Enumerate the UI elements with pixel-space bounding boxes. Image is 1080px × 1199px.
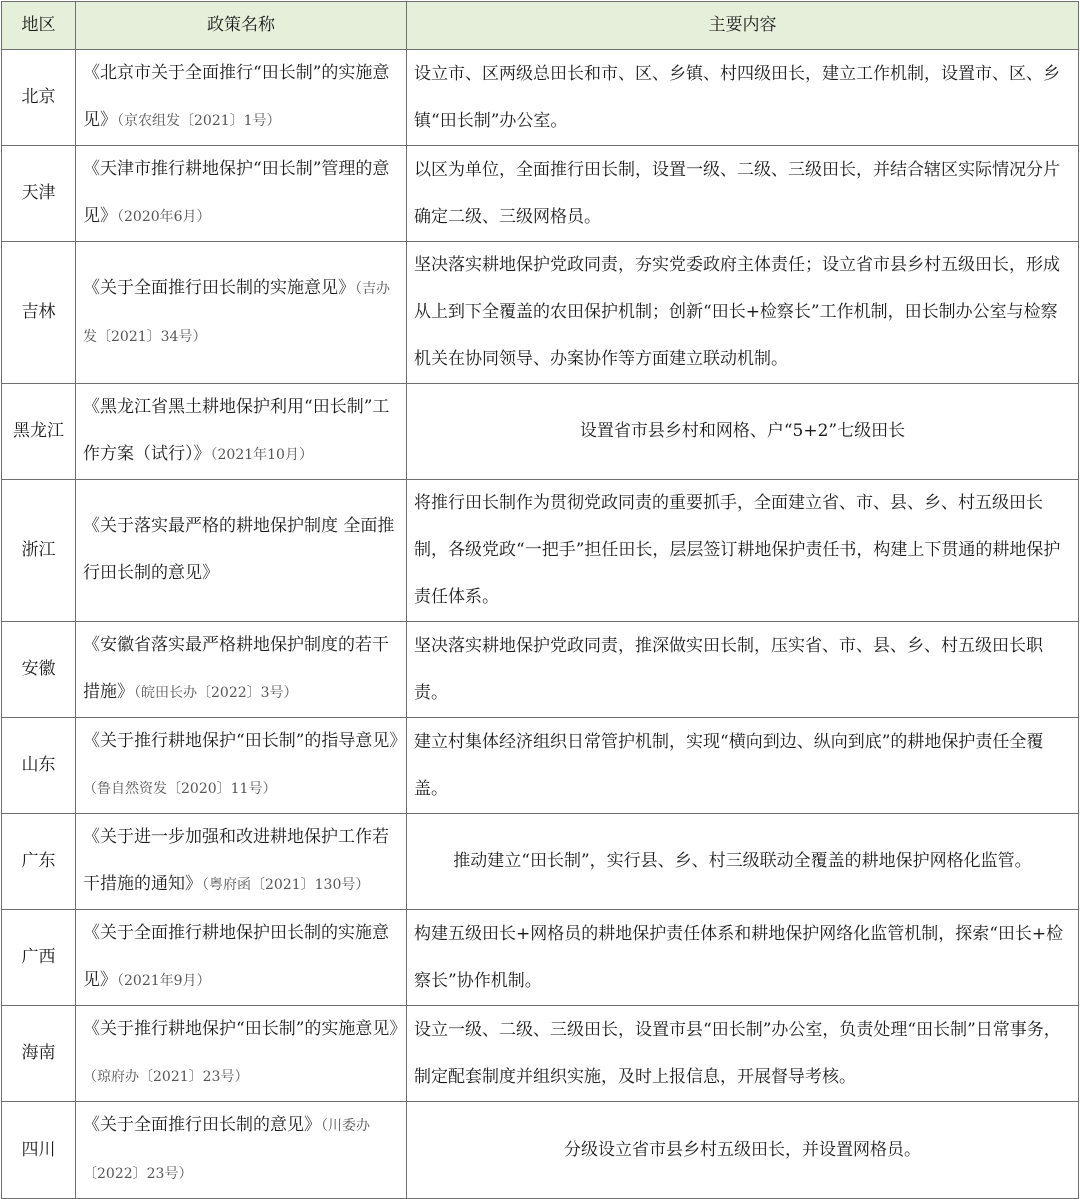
content-cell: 坚决落实耕地保护党政同责，夯实党委政府主体责任；设立省市县乡村五级田长，形成从上到下全覆盖的农田保护机制；创新“田长+检察长”工作机制，田长制办公室与检察机关在协同领导、办案协作等方面建立联动机制。 bbox=[407, 242, 1079, 384]
region-cell: 吉林 bbox=[2, 242, 76, 384]
policy-doc-number: （皖田长办〔2022〕3号） bbox=[134, 685, 298, 701]
table-row bbox=[2, 814, 1079, 910]
table-row bbox=[2, 1102, 1079, 1199]
table-row bbox=[2, 50, 1079, 146]
region-cell: 黑龙江 bbox=[2, 384, 76, 480]
policy-name-cell bbox=[76, 910, 407, 1006]
region-cell: 广西 bbox=[2, 910, 76, 1006]
policy-table bbox=[1, 1, 1079, 1199]
policy-title: 《安徽省落实最严格耕地保护制度的若干措施》 bbox=[83, 635, 389, 702]
content-cell: 推动建立“田长制”，实行县、乡、村三级联动全覆盖的耕地保护网格化监管。 bbox=[407, 814, 1079, 910]
policy-title: 《北京市关于全面推行“田长制”的实施意见》 bbox=[83, 63, 390, 130]
content-cell: 设立市、区两级总田长和市、区、乡镇、村四级田长，建立工作机制，设置市、区、乡镇“田长制”办公室。 bbox=[407, 50, 1079, 146]
table-row bbox=[2, 718, 1079, 814]
table-row bbox=[2, 384, 1079, 480]
content-cell: 坚决落实耕地保护党政同责，推深做实田长制，压实省、市、县、乡、村五级田长职责。 bbox=[407, 622, 1079, 718]
content-cell: 构建五级田长+网格员的耕地保护责任体系和耕地保护网络化监管机制，探索“田长+检察长”协作机制。 bbox=[407, 910, 1079, 1006]
table-row bbox=[2, 622, 1079, 718]
policy-name-cell bbox=[76, 50, 407, 146]
policy-doc-number: （吉办发〔2021〕34号） bbox=[83, 280, 390, 345]
header-row bbox=[2, 2, 1079, 50]
region-cell: 北京 bbox=[2, 50, 76, 146]
policy-title: 《关于全面推行田长制的实施意见》 bbox=[83, 277, 355, 298]
policy-doc-number: （琼府办〔2021〕23号） bbox=[83, 1069, 249, 1085]
policy-doc-number: （2020年6月） bbox=[117, 209, 211, 225]
table-row bbox=[2, 242, 1079, 384]
policy-name-cell bbox=[76, 622, 407, 718]
policy-doc-number: （2021年10月） bbox=[210, 447, 313, 463]
policy-title: 《关于推行耕地保护“田长制”的实施意见》 bbox=[83, 1019, 407, 1039]
header-region: 地区 bbox=[2, 2, 76, 50]
table-row bbox=[2, 1006, 1079, 1102]
policy-title: 《关于进一步加强和改进耕地保护工作若干措施的通知》 bbox=[83, 827, 389, 894]
content-cell: 以区为单位，全面推行田长制，设置一级、二级、三级田长，并结合辖区实际情况分片确定二级、三级网格员。 bbox=[407, 146, 1079, 242]
region-cell: 安徽 bbox=[2, 622, 76, 718]
policy-doc-number: （鲁自然资发〔2020〕11号） bbox=[83, 781, 277, 797]
table-row bbox=[2, 480, 1079, 622]
policy-name-cell bbox=[76, 384, 407, 480]
policy-doc-number: （川委办〔2022〕23号） bbox=[83, 1118, 370, 1182]
policy-name-cell bbox=[76, 480, 407, 622]
region-cell: 浙江 bbox=[2, 480, 76, 622]
policy-name-cell bbox=[76, 718, 407, 814]
policy-title: 《黑龙江省黑土耕地保护利用“田长制”工作方案（试行）》 bbox=[83, 397, 390, 464]
region-cell: 天津 bbox=[2, 146, 76, 242]
region-cell: 广东 bbox=[2, 814, 76, 910]
content-cell: 分级设立省市县乡村五级田长，并设置网格员。 bbox=[407, 1102, 1079, 1199]
policy-title: 《关于推行耕地保护“田长制”的指导意见》 bbox=[83, 731, 407, 751]
table-row bbox=[2, 146, 1079, 242]
table-row bbox=[2, 910, 1079, 1006]
policy-doc-number: （粤府函〔2021〕130号） bbox=[202, 877, 370, 893]
policy-name-cell bbox=[76, 1006, 407, 1102]
policy-name-cell bbox=[76, 1102, 407, 1199]
policy-name-cell bbox=[76, 242, 407, 384]
region-cell: 四川 bbox=[2, 1102, 76, 1199]
content-cell: 建立村集体经济组织日常管护机制，实现“横向到边、纵向到底”的耕地保护责任全覆盖。 bbox=[407, 718, 1079, 814]
region-cell: 海南 bbox=[2, 1006, 76, 1102]
policy-doc-number: （2021年9月） bbox=[117, 973, 211, 989]
header-main-content: 主要内容 bbox=[407, 2, 1079, 50]
policy-title: 《天津市推行耕地保护“田长制”管理的意见》 bbox=[83, 159, 390, 226]
header-policy-name: 政策名称 bbox=[76, 2, 407, 50]
policy-name-cell bbox=[76, 146, 407, 242]
content-cell: 将推行田长制作为贯彻党政同责的重要抓手，全面建立省、市、县、乡、村五级田长制，各级党政“一把手”担任田长，层层签订耕地保护责任书，构建上下贯通的耕地保护责任体系。 bbox=[407, 480, 1079, 622]
policy-title: 《关于落实最严格的耕地保护制度 全面推行田长制的意见》 bbox=[83, 516, 395, 583]
content-cell: 设置省市县乡村和网格、户“5+2”七级田长 bbox=[407, 384, 1079, 480]
content-cell: 设立一级、二级、三级田长，设置市县“田长制”办公室，负责处理“田长制”日常事务，制定配套制度并组织实施，及时上报信息，开展督导考核。 bbox=[407, 1006, 1079, 1102]
policy-name-cell bbox=[76, 814, 407, 910]
policy-title: 《关于全面推行耕地保护田长制的实施意见》 bbox=[83, 923, 389, 990]
region-cell: 山东 bbox=[2, 718, 76, 814]
policy-doc-number: （京农组发〔2021〕1号） bbox=[117, 113, 281, 129]
policy-title: 《关于全面推行田长制的意见》 bbox=[83, 1115, 321, 1135]
